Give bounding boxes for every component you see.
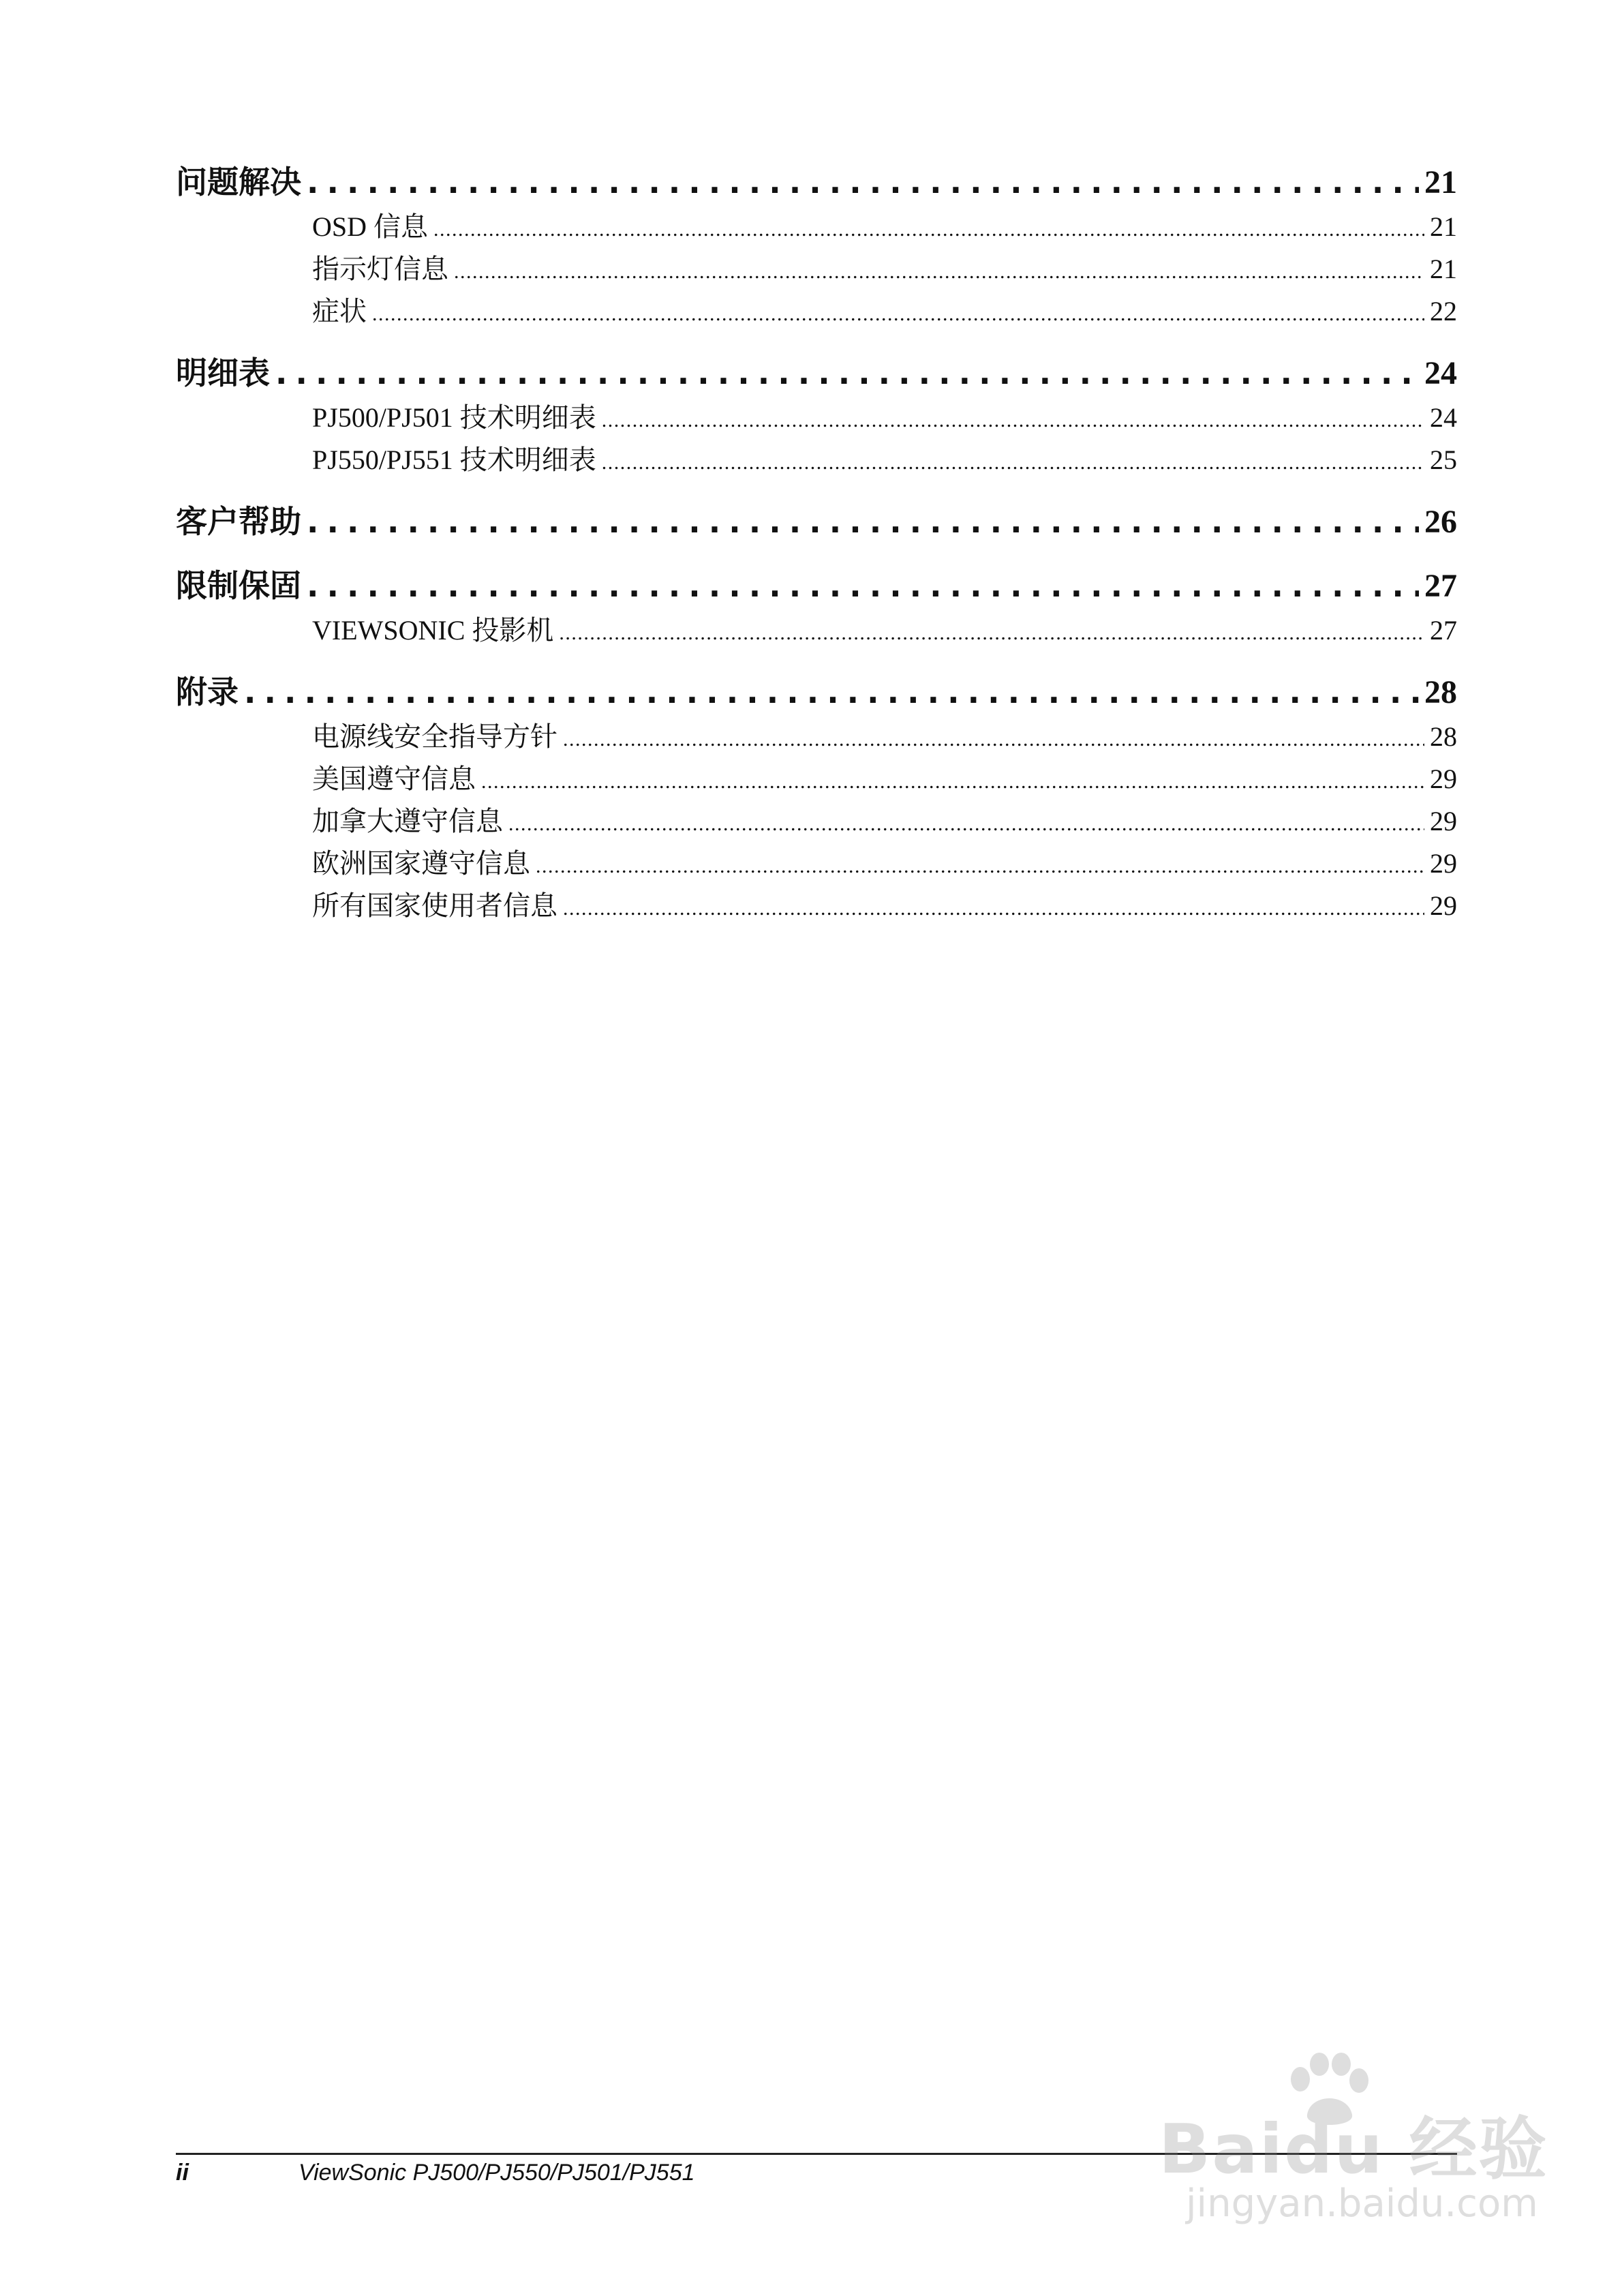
toc-entry-page: 21 bbox=[1430, 254, 1457, 284]
watermark-brand: Baidu 经验 bbox=[1159, 2109, 1548, 2189]
toc-entry-pj550-specs[interactable] bbox=[176, 439, 1457, 481]
toc-entry-us-compliance[interactable] bbox=[176, 758, 1457, 800]
dot-leader bbox=[307, 498, 1419, 545]
toc-entry-indicator-messages[interactable] bbox=[176, 248, 1457, 290]
baidu-watermark bbox=[1159, 2052, 1581, 2250]
toc-entry-page: 29 bbox=[1430, 848, 1457, 879]
toc-entry-troubleshooting[interactable] bbox=[176, 158, 1457, 206]
table-of-contents bbox=[176, 158, 1457, 927]
toc-entry-osd-messages[interactable] bbox=[176, 206, 1457, 248]
toc-entry-title: 欧洲国家遵守信息 bbox=[312, 848, 530, 879]
toc-entry-customer-support[interactable] bbox=[176, 498, 1457, 545]
toc-entry-page: 27 bbox=[1430, 615, 1457, 646]
dot-leader bbox=[508, 803, 1424, 845]
toc-entry-title: 美国遵守信息 bbox=[312, 764, 476, 794]
dot-leader bbox=[307, 562, 1419, 609]
toc-entry-page: 22 bbox=[1430, 296, 1457, 327]
toc-entry-title: 明细表 bbox=[176, 354, 270, 391]
footer-page-number: ii bbox=[176, 2160, 189, 2186]
toc-entry-page: 29 bbox=[1430, 890, 1457, 921]
toc-entry-title: 电源线安全指导方针 bbox=[312, 721, 557, 752]
dot-leader bbox=[481, 761, 1424, 803]
toc-entry-all-countries-info[interactable] bbox=[176, 885, 1457, 927]
toc-entry-page: 29 bbox=[1430, 806, 1457, 836]
toc-entry-page: 21 bbox=[1430, 211, 1457, 242]
toc-entry-title: 症状 bbox=[312, 296, 367, 327]
toc-entry-page: 27 bbox=[1424, 568, 1457, 604]
toc-entry-viewsonic-projector[interactable] bbox=[176, 609, 1457, 652]
watermark-url: jingyan.baidu.com bbox=[1186, 2181, 1538, 2226]
dot-leader bbox=[433, 209, 1424, 251]
dot-leader bbox=[275, 349, 1419, 397]
dot-leader bbox=[244, 668, 1419, 716]
toc-entry-page: 28 bbox=[1430, 721, 1457, 752]
toc-entry-canada-compliance[interactable] bbox=[176, 800, 1457, 843]
toc-entry-title: 附录 bbox=[176, 674, 239, 710]
toc-entry-title: 指示灯信息 bbox=[312, 254, 448, 284]
toc-entry-title: 限制保固 bbox=[176, 567, 301, 604]
toc-entry-title: 客户帮助 bbox=[176, 503, 301, 540]
toc-entry-limited-warranty[interactable] bbox=[176, 562, 1457, 609]
dot-leader bbox=[372, 293, 1424, 335]
toc-entry-appendix[interactable] bbox=[176, 668, 1457, 716]
toc-entry-title: PJ550/PJ551 技术明细表 bbox=[312, 444, 596, 475]
toc-entry-page: 21 bbox=[1424, 164, 1457, 200]
toc-entry-page: 26 bbox=[1424, 504, 1457, 540]
toc-entry-title: PJ500/PJ501 技术明细表 bbox=[312, 402, 596, 433]
dot-leader bbox=[563, 888, 1424, 930]
dot-leader bbox=[559, 612, 1424, 654]
toc-entry-page: 28 bbox=[1424, 674, 1457, 710]
dot-leader bbox=[536, 845, 1424, 888]
toc-entry-page: 24 bbox=[1424, 355, 1457, 391]
toc-entry-page: 24 bbox=[1430, 402, 1457, 433]
toc-entry-page: 25 bbox=[1430, 444, 1457, 475]
dot-leader bbox=[602, 442, 1424, 484]
toc-entry-title: 所有国家使用者信息 bbox=[312, 890, 557, 921]
toc-entry-specifications[interactable] bbox=[176, 349, 1457, 397]
toc-entry-title: 加拿大遵守信息 bbox=[312, 806, 503, 836]
dot-leader bbox=[602, 399, 1424, 442]
dot-leader bbox=[563, 719, 1424, 761]
footer-product-name: ViewSonic PJ500/PJ550/PJ501/PJ551 bbox=[299, 2160, 695, 2186]
toc-entry-title: 问题解决 bbox=[176, 164, 301, 200]
dot-leader bbox=[307, 158, 1419, 206]
toc-entry-power-cord-safety[interactable] bbox=[176, 716, 1457, 758]
toc-entry-title: VIEWSONIC 投影机 bbox=[312, 615, 554, 646]
toc-entry-pj500-specs[interactable] bbox=[176, 397, 1457, 439]
dot-leader bbox=[454, 251, 1424, 293]
toc-entry-page: 29 bbox=[1430, 764, 1457, 794]
toc-entry-europe-compliance[interactable] bbox=[176, 843, 1457, 885]
toc-entry-symptoms[interactable] bbox=[176, 290, 1457, 333]
toc-entry-title: OSD 信息 bbox=[312, 211, 429, 242]
